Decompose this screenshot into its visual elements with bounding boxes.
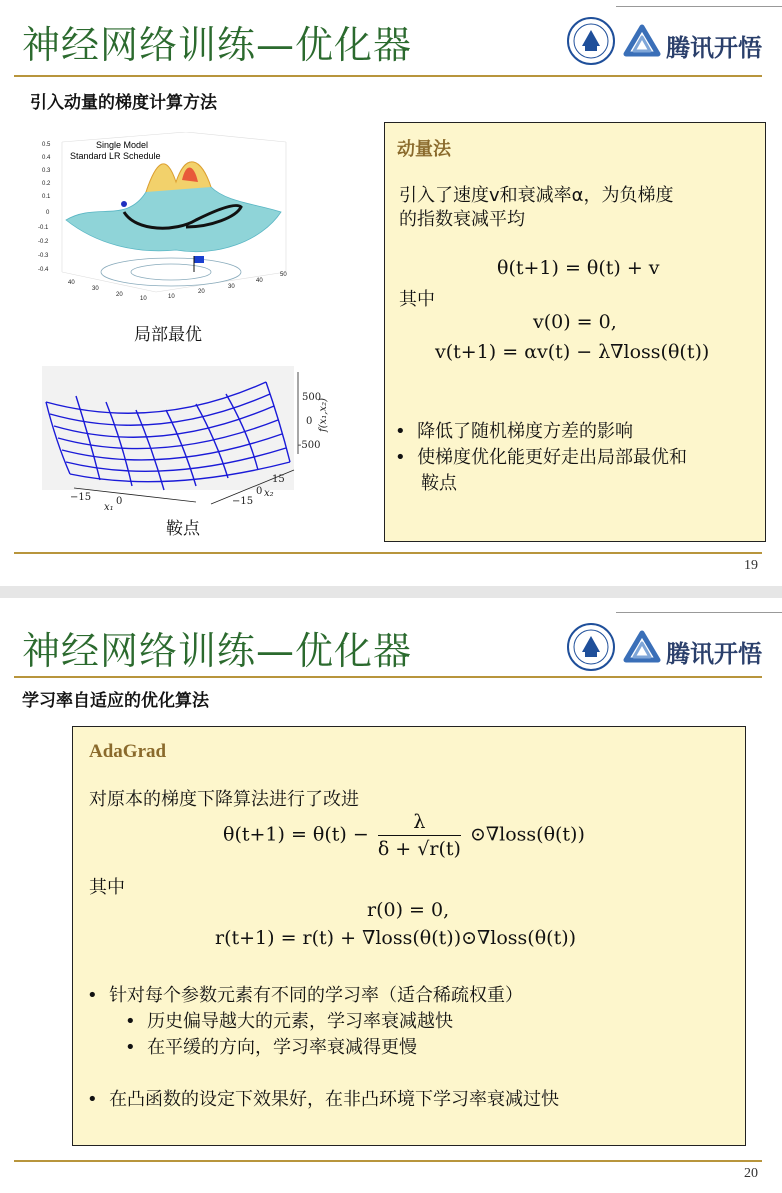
tencent-kaiwu-logo: [622, 24, 762, 66]
plot-title-line2: Standard LR Schedule: [70, 151, 161, 161]
intro-line-2: 的指数衰减平均: [399, 209, 525, 230]
velocity-equation: v(t+1) = αv(t) − λ∇loss(θ(t)): [435, 341, 710, 363]
header-rule: [616, 6, 782, 7]
accumulator-equation: r(t+1) = r(t) + ∇loss(θ(t))⊙∇loss(θ(t)): [215, 927, 577, 949]
eq-left: θ(t+1) = θ(t) −: [223, 823, 369, 846]
x-tick-labels: [68, 280, 147, 302]
z-tick: -0.1: [38, 225, 49, 231]
kaiwu-knot-icon: [622, 24, 662, 62]
where-label: 其中: [89, 877, 125, 898]
header-rule: [616, 612, 782, 613]
x-tick: 10: [140, 296, 147, 302]
start-point: [121, 201, 127, 207]
slide-title: 神经网络训练—优化器: [22, 23, 413, 67]
eq-right: ⊙∇loss(θ(t)): [469, 823, 585, 846]
y-tick: 15: [272, 474, 285, 485]
x-axis-label: x₁: [104, 502, 114, 513]
z-tick: -0.2: [38, 239, 49, 245]
momentum-box: [384, 122, 766, 542]
adagrad-box: [72, 726, 746, 1146]
brand-name: 腾讯开悟: [666, 640, 762, 668]
page-number: 20: [744, 1166, 758, 1181]
x-tick: −15: [70, 492, 92, 503]
bullet-item: • 针对每个参数元素有不同的学习率（适合稀疏权重）: [87, 985, 524, 1006]
z-tick: 0.4: [42, 155, 51, 161]
init-equation: r(0) = 0,: [367, 899, 450, 921]
eq-numerator: λ: [378, 811, 461, 836]
y-tick: −15: [232, 496, 254, 507]
z-tick: 0.3: [42, 168, 51, 174]
y-axis-label: x₂: [264, 488, 274, 499]
slide-20: [0, 598, 782, 1193]
z-tick: 0: [306, 416, 313, 427]
bullet-item: • 降低了随机梯度方差的影响: [395, 421, 634, 442]
x-tick: 20: [116, 292, 123, 298]
section-subtitle: 引入动量的梯度计算方法: [30, 93, 217, 113]
z-tick: -500: [298, 440, 321, 451]
bullet-continuation: 鞍点: [421, 473, 457, 494]
page-number: 19: [744, 558, 758, 573]
footer-divider: [14, 1160, 762, 1162]
loss-surface-plot: [36, 132, 302, 302]
sub-bullet-text: 在平缓的方向，学习率衰减得更慢: [147, 1037, 418, 1058]
zju-logo-icon: [566, 622, 616, 672]
adagrad-update-equation: [223, 811, 585, 860]
x-tick: 0: [116, 496, 123, 507]
zju-logo-icon: [566, 16, 616, 66]
sub-bullet-text: 历史偏导越大的元素，学习率衰减越快: [147, 1011, 454, 1032]
slide-title: 神经网络训练—优化器: [22, 629, 413, 673]
bullet-text: 降低了随机梯度方差的影响: [417, 421, 634, 442]
z-tick: 500: [302, 392, 322, 403]
z-tick: 0.5: [42, 142, 51, 148]
y-tick: 30: [228, 284, 235, 290]
kaiwu-knot-icon: [622, 630, 662, 668]
y-tick: 40: [256, 278, 263, 284]
surface-peak: [146, 162, 211, 192]
goal-flag: [194, 256, 204, 263]
z-tick: 0.2: [42, 181, 51, 187]
tencent-kaiwu-logo: [622, 630, 762, 672]
y-tick: 0: [256, 486, 263, 497]
where-label: 其中: [399, 289, 435, 310]
bullet-text: 在凸函数的设定下效果好，在非凸环境下学习率衰减过快: [109, 1089, 560, 1110]
eq-fraction: [378, 811, 461, 860]
y-tick: 20: [198, 289, 205, 295]
init-equation: v(0) = 0,: [533, 311, 617, 333]
z-axis-label: f(x₁,x₂): [318, 398, 329, 432]
header-divider: [14, 676, 762, 678]
x-tick: 40: [68, 280, 75, 286]
plot-title-line1: Single Model: [96, 140, 149, 150]
sub-bullet-item: • 历史偏导越大的元素，学习率衰减越快: [125, 1011, 454, 1032]
eq-denominator: δ + √r(t): [377, 838, 461, 860]
intro-text: 对原本的梯度下降算法进行了改进: [89, 789, 359, 810]
bullet-text: 使梯度优化能更好走出局部最优和: [417, 447, 688, 468]
footer-divider: [14, 552, 762, 554]
figure-caption-saddle: 鞍点: [166, 519, 200, 539]
z-tick: -0.3: [38, 253, 49, 259]
z-tick-labels: [38, 142, 51, 273]
bullet-item: • 在凸函数的设定下效果好，在非凸环境下学习率衰减过快: [87, 1089, 560, 1110]
brand-name: 腾讯开悟: [666, 34, 762, 62]
update-equation: θ(t+1) = θ(t) + v: [497, 257, 660, 279]
bullet-text: 针对每个参数元素有不同的学习率（适合稀疏权重）: [109, 985, 524, 1006]
box-title: 动量法: [397, 139, 451, 160]
intro-line-1: 引入了速度v和衰减率α，为负梯度: [399, 185, 674, 206]
slide-19: [0, 0, 782, 586]
y-tick: 10: [168, 294, 175, 300]
section-subtitle: 学习率自适应的优化算法: [22, 691, 209, 711]
sub-bullet-item: • 在平缓的方向，学习率衰减得更慢: [125, 1037, 418, 1058]
bullet-item: • 使梯度优化能更好走出局部最优和: [395, 447, 688, 468]
z-tick: 0.1: [42, 194, 51, 200]
y-tick: 50: [280, 272, 287, 278]
z-tick: -0.4: [38, 267, 49, 273]
box-title: AdaGrad: [89, 741, 167, 762]
saddle-point-plot: [36, 362, 336, 516]
z-tick: 0: [46, 210, 50, 216]
contour-lines: [101, 258, 241, 286]
x-tick: 30: [92, 286, 99, 292]
header-divider: [14, 75, 762, 77]
figure-caption-local-optimum: 局部最优: [134, 325, 202, 345]
